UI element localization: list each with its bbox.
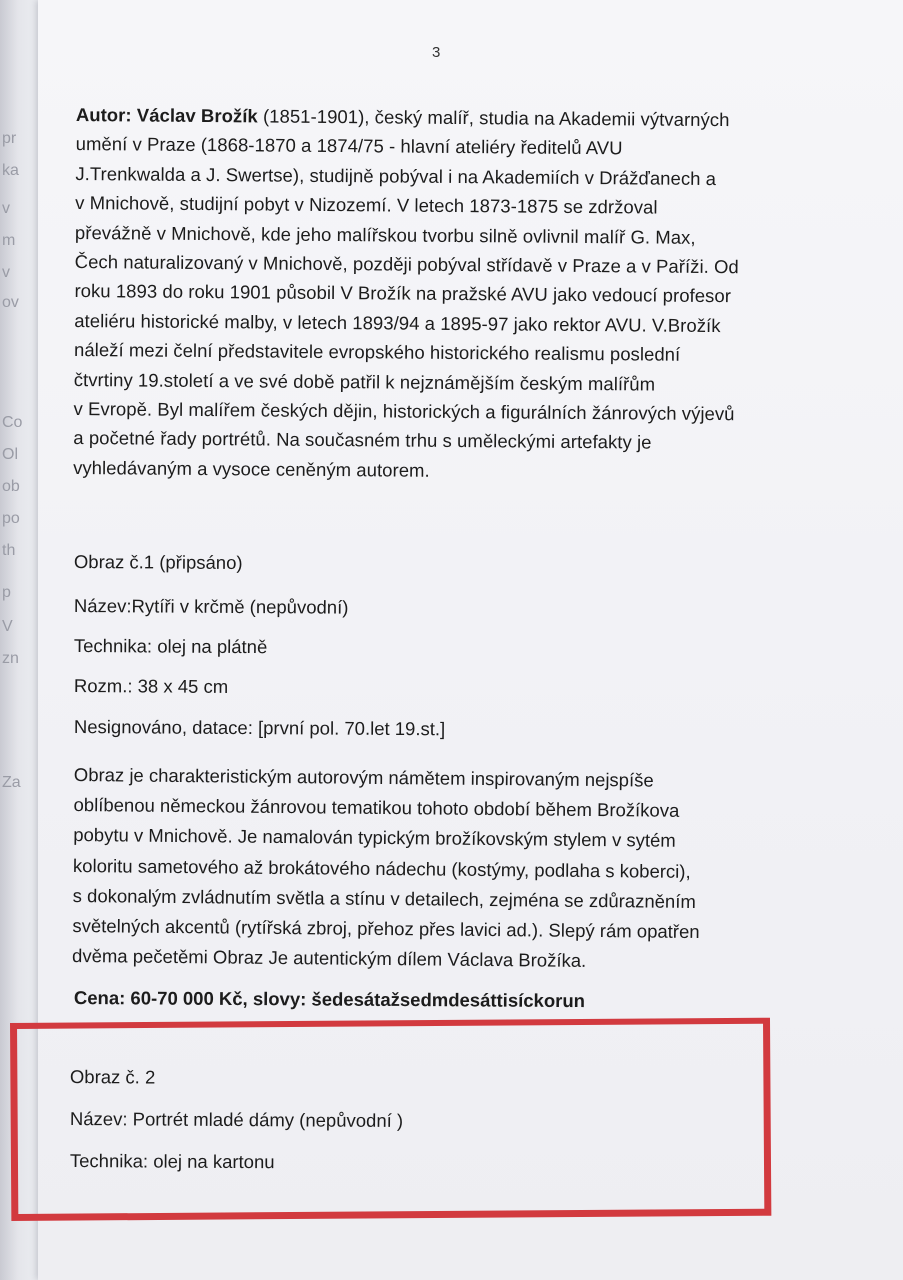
- bio-line: umění v Praze (1868-1870 a 1874/75 - hlavní ateliéry ředitelů AVU: [75, 133, 623, 159]
- fragment: pr: [2, 130, 17, 147]
- description-line: oblíbenou německou žánrovou tematikou tohoto období během Brožíkova: [73, 794, 680, 822]
- bio-line: a početné řady portrétů. Na současném trhu s uměleckými artefakty je: [73, 427, 652, 453]
- bio-line: v Evropě. Byl malířem českých dějin, historických a figurálních žánrových výjevů: [73, 398, 735, 425]
- fragment: V: [2, 618, 13, 635]
- fragment: m: [2, 232, 16, 249]
- document-page: [38, 0, 903, 1280]
- bio-line: roku 1893 do roku 1901 působil V Brožík na pražské AVU jako vedoucí profesor: [74, 280, 732, 307]
- fragment: Ol: [2, 446, 18, 463]
- bio-line: čtvrtiny 19.století a ve své době patřil k nejznámějším českým malířům: [73, 368, 656, 395]
- bio-line: ateliéru historické malby, v letech 1893/94 a 1895-97 jako rektor AVU. V.Brožík: [74, 309, 721, 336]
- description-line: světelných akcentů (rytířská zbroj, přehoz přes lavici ad.). Slepý rám opatřen: [72, 915, 700, 943]
- bio-line: Autor: Václav Brožík (1851-1901), český malíř, studia na Akademii výtvarných: [75, 103, 730, 131]
- fragment: Za: [2, 774, 21, 791]
- fragment: v: [2, 200, 10, 217]
- fragment: Co: [2, 414, 23, 431]
- description-line: s dokonalým zvládnutím světla a stínu v detailech, zejména se zdůrazněním: [72, 884, 696, 912]
- painting1-price: Cena: 60-70 000 Kč, slovy: šedesátažsedmdesáttisíckorun: [73, 987, 586, 1012]
- painting1-name: Název:Rytíři v krčmě (nepůvodní): [73, 595, 349, 618]
- fragment: po: [2, 510, 20, 527]
- description-line: dvěma pečetěmi Obraz Je autentickým dílem Václava Brožíka.: [72, 945, 587, 972]
- fragment: ov: [2, 294, 19, 311]
- bio-line: převážně v Mnichově, kde jeho malířskou tvorbu silně ovlivnil malíř G. Max,: [74, 221, 696, 248]
- bio-line: Čech naturalizovaný v Mnichově, později pobýval střídavě v Praze a v Paříži. Od: [74, 251, 739, 278]
- page-number: 3: [432, 44, 441, 61]
- fragment: zn: [2, 650, 19, 667]
- underlying-page-fragments: [0, 0, 40, 1280]
- painting2-name: Název: Portrét mladé dámy (nepůvodní ): [69, 1108, 404, 1132]
- description-line: pobytu v Mnichově. Je namalován typickým brožíkovským stylem v sytém: [73, 824, 676, 852]
- bio-line: náleží mezi čelní představitele evropského historického realismu poslední: [73, 339, 681, 366]
- description-line: koloritu sametového až brokátového nádechu (kostýmy, podlaha s koberci),: [72, 854, 691, 882]
- bio-line: v Mnichově, studijní pobyt v Nizozemí. V letech 1873-1875 se zdržoval: [75, 192, 658, 218]
- painting1-title: Obraz č.1 (připsáno): [73, 551, 243, 574]
- description-line: Obraz je charakteristickým autorovým námětem inspirovaným nejspíše: [73, 763, 654, 791]
- bio-line: J.Trenkwalda a J. Swertse), studijně pobýval i na Akademiích v Drážďanech a: [75, 162, 717, 189]
- bio-line: vyhledávaným a vysoce ceněným autorem.: [73, 456, 430, 481]
- fragment: p: [2, 584, 11, 601]
- author-label: Autor: Václav Brožík: [75, 103, 258, 127]
- painting1-description: [72, 760, 701, 977]
- painting2-title: Obraz č. 2: [69, 1066, 156, 1088]
- painting1-technique: Technika: olej na plátně: [73, 635, 268, 658]
- fragment: ka: [2, 162, 19, 179]
- painting2-technique: Technika: olej na kartonu: [69, 1150, 275, 1173]
- fragment: v: [2, 264, 10, 281]
- fragment: ob: [2, 478, 20, 495]
- author-biography: [73, 100, 796, 488]
- painting1-size: Rozm.: 38 x 45 cm: [73, 675, 229, 697]
- painting1-signature: Nesignováno, datace: [první pol. 70.let 19.st.]: [73, 716, 446, 740]
- fragment: th: [2, 542, 16, 559]
